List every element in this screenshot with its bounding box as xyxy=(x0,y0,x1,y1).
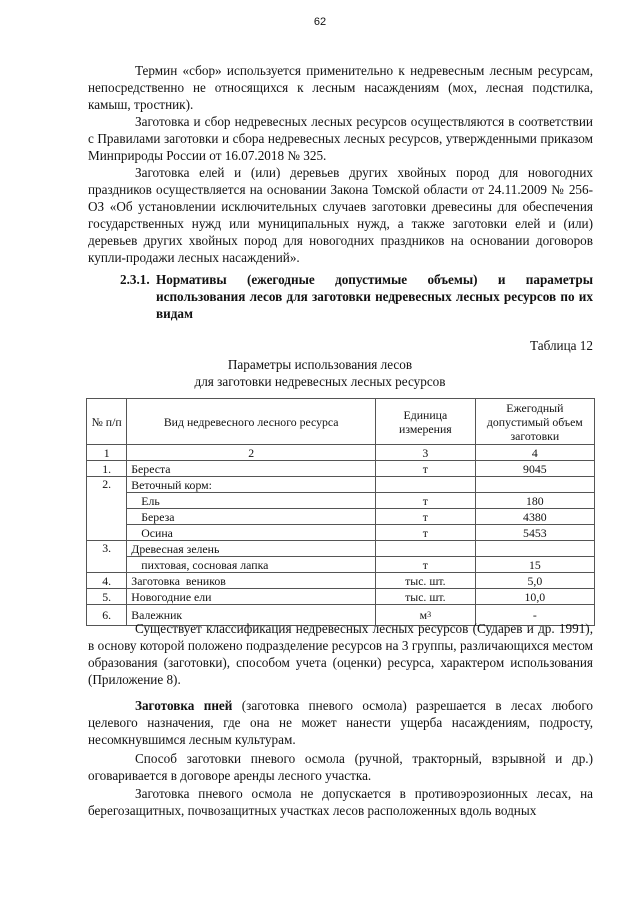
table-header-row xyxy=(87,399,595,445)
row-resource: Древесная зелень xyxy=(127,541,376,557)
row-unit: т xyxy=(376,493,476,509)
row-num: 5. xyxy=(87,589,127,605)
paragraph-stump-harvesting xyxy=(88,697,593,748)
table-row xyxy=(87,493,595,509)
row-resource: Валежник xyxy=(127,605,376,626)
row-volume: - xyxy=(475,605,594,626)
page-number: 62 xyxy=(313,16,327,28)
table-title-line2: для заготовки недревесных лесных ресурсов xyxy=(194,374,446,389)
table-row xyxy=(87,589,595,605)
section-number: 2.3.1. xyxy=(120,272,150,287)
parameters-table xyxy=(86,398,595,626)
row-num: 3. xyxy=(87,541,127,573)
table-row xyxy=(87,541,595,557)
stump-harvesting-rest: (заготовка пневого осмола) разрешается в лесах любого целевого назначения, где она не может нанести ущерба насаждениям, подросту, несомкнувшимся лесным культурам. xyxy=(88,698,593,747)
col-number: 3 xyxy=(376,445,476,461)
table-title-line1: Параметры использования лесов xyxy=(227,357,413,372)
row-resource: Осина xyxy=(127,525,376,541)
column-number-row xyxy=(87,445,595,461)
row-volume: 5,0 xyxy=(475,573,594,589)
table-row xyxy=(87,477,595,493)
row-unit: т xyxy=(376,509,476,525)
row-unit-superscript: 3 xyxy=(427,610,432,619)
header-volume: Ежегодный допустимый объем заготовки xyxy=(475,399,594,445)
row-resource: Заготовка веников xyxy=(127,573,376,589)
table-row xyxy=(87,573,595,589)
table-row xyxy=(87,557,595,573)
row-volume: 4380 xyxy=(475,509,594,525)
row-volume xyxy=(475,477,594,493)
col-number: 2 xyxy=(127,445,376,461)
paragraph-restrictions: Заготовка пневого осмола не допускается в противоэрозионных лесах, на берегозащитных, почвозащитных участках лесов расположенных вдоль водных xyxy=(88,786,593,818)
section-title: Нормативы (ежегодные допустимые объемы) и параметры использования лесов для заготовки недревесных лесных ресурсов по их видам xyxy=(156,272,593,321)
header-num: № п/п xyxy=(87,399,127,445)
col-number: 4 xyxy=(475,445,594,461)
row-volume: 10,0 xyxy=(475,589,594,605)
row-unit: т xyxy=(376,461,476,477)
table-row xyxy=(87,461,595,477)
table-title xyxy=(0,356,640,390)
row-volume: 9045 xyxy=(475,461,594,477)
row-resource: пихтовая, сосновая лапка xyxy=(127,557,376,573)
section-heading xyxy=(120,271,593,322)
row-resource: Ель xyxy=(127,493,376,509)
row-volume xyxy=(475,541,594,557)
stump-harvesting-bold: Заготовка пней xyxy=(135,698,233,713)
row-volume: 180 xyxy=(475,493,594,509)
paragraph-new-year-trees: Заготовка елей и (или) деревьев других хвойных пород для новогодних праздников осуществляется на основании Закона Томской области от 24.11.2009 № 256-ОЗ «Об установлении исключительных случаев заготовки древесины для обеспечения государственных нужд или муниципальных нужд, а также заготовки елей и (или) деревьев других хвойных пород для новогодних праздников на основании договоров купли-продажи лесных насаждений». xyxy=(88,165,593,265)
row-unit: м xyxy=(419,608,428,622)
row-unit: т xyxy=(376,557,476,573)
row-resource: Береста xyxy=(127,461,376,477)
row-resource: Веточный корм: xyxy=(127,477,376,493)
paragraph-classification: Существует классификация недревесных лесных ресурсов (Сударев и др. 1991), в основу которой положено подразделение ресурсов на 3 группы, различающихся местом образования (заготовки), способом учета (оценки) ресурса, характером использования (Приложение 8). xyxy=(88,621,593,687)
row-resource: Береза xyxy=(127,509,376,525)
table-label: Таблица 12 xyxy=(530,338,593,353)
paragraph-harvest-method: Способ заготовки пневого осмола (ручной, тракторный, взрывной и др.) оговаривается в договоре аренды лесного участка. xyxy=(88,751,593,783)
paragraph-rules: Заготовка и сбор недревесных лесных ресурсов осуществляются в соответствии с Правилами заготовки и сбора недревесных лесных ресурсов, утвержденными приказом Минприроды России от 16.07.2018 № 325. xyxy=(88,114,593,163)
row-unit: т xyxy=(376,525,476,541)
header-unit: Единица измерения xyxy=(376,399,476,445)
row-num: 2. xyxy=(87,477,127,541)
row-num: 1. xyxy=(87,461,127,477)
row-volume: 15 xyxy=(475,557,594,573)
col-number: 1 xyxy=(87,445,127,461)
table-row xyxy=(87,509,595,525)
row-num: 6. xyxy=(87,605,127,626)
row-volume: 5453 xyxy=(475,525,594,541)
row-unit xyxy=(376,541,476,557)
row-num: 4. xyxy=(87,573,127,589)
table-row xyxy=(87,525,595,541)
row-unit: тыс. шт. xyxy=(376,589,476,605)
row-unit xyxy=(376,477,476,493)
header-resource: Вид недревесного лесного ресурса xyxy=(127,399,376,445)
row-unit: тыс. шт. xyxy=(376,573,476,589)
row-resource: Новогодние ели xyxy=(127,589,376,605)
paragraph-term-sbor: Термин «сбор» используется применительно к недревесным лесным ресурсам, непосредственно не относящихся к лесным насаждениям (мох, лесная подстилка, камыш, тростник). xyxy=(88,63,593,112)
